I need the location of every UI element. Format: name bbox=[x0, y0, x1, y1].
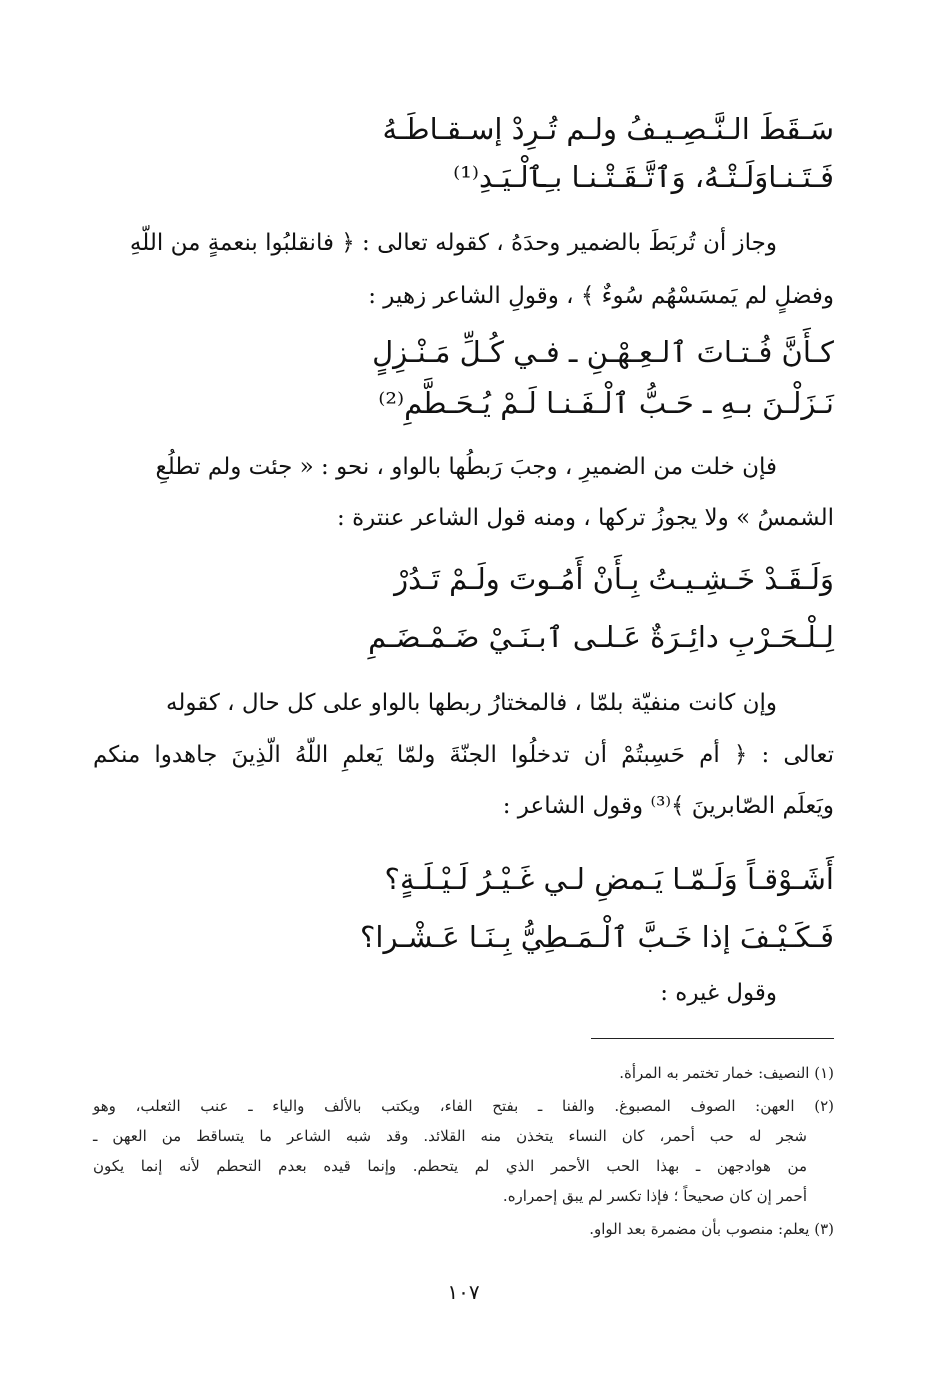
verse-line-4b: فَـكَـيْـفَ إذا خَـبَّ ٱلْـمَـطِيُّ بِـنَـا عَـشْـرا؟ bbox=[360, 920, 834, 954]
verse-line-4a: أَشَـوْقـاً وَلَـمّـا يَـمضِ لـي غَـيْـرُ لَـيْـلَـةٍ؟ bbox=[384, 862, 834, 896]
verse-line-2b: نَـزَلْـنَ بـهِ ـ حَـبُّ ٱلْـفَـنـا لَـمْ يُـحَـطَّمِ⁽²⁾ bbox=[378, 386, 834, 420]
footnote-3: (٣) يعلم: منصوب بأن مضمرة بعد الواو. bbox=[589, 1220, 834, 1238]
prose-line-4: الشمسُ » ولا يجوزُ تركها ، ومنه قول الشاعر عنترة : bbox=[337, 505, 834, 531]
prose-line-5: وإن كانت منفيّة بلمّا ، فالمختارُ ربطها بالواو على كل حال ، كقوله bbox=[165, 690, 777, 716]
prose-line-6: تعالى : ﴿ أم حَسِبتُمْ أن تدخلُوا الجنّةَ ولمّا يَعلمِ اللّهُ الّذِينَ جاهدوا منكم bbox=[93, 742, 834, 768]
page-number: ١٠٧ bbox=[447, 1280, 480, 1304]
footnote-2-line-1: (٢) العهن: الصوف المصبوغ. والفنا ـ بفتح الفاء، ويكتب بالألف والياء ـ عنب الثعلب، وهو bbox=[93, 1097, 834, 1115]
prose-line-2: وفضلٍ لم يَمسَسْهُم سُوءٌ ﴾ ، وقولِ الشاعر زهير : bbox=[368, 283, 834, 309]
verse-line-1b: فَـتَـنـاوَلَـتْـهُ، وَٱتَّـقَـتْـنـا بـِٱلْـيَـدِ⁽¹⁾ bbox=[453, 160, 834, 194]
verse-line-2a: كـأَنَّ فُـتـاتَ ٱلـعِـهْـنِ ـ فـي كُـلِّ مَـنْـزِلٍ bbox=[372, 335, 834, 369]
prose-line-7: ويَعلَم الصّابرينَ ﴾⁽³⁾ وقول الشاعر : bbox=[502, 793, 834, 819]
footnote-rule bbox=[591, 1038, 834, 1039]
footnote-1: (١) النصيف: خمار تختمر به المرأة. bbox=[619, 1064, 834, 1082]
verse-line-3a: وَلَـقَـدْ خَـشِـيـتُ بِـأَنْ أَمُـوتَ ولَـمْ تَـدُرْ bbox=[394, 562, 834, 596]
footnote-2-line-4: أحمر إن كان صحيحاً ؛ فإذا تكسر لم يبق إحمراره. bbox=[502, 1187, 807, 1205]
footnote-2-line-2: شجر له حب أحمر، كان النساء يتخذن منه القلائد. وقد شبه الشاعر ما يتساقط من العهن ـ bbox=[93, 1127, 807, 1145]
prose-line-3: فإن خلت من الضميرِ ، وجبَ رَبطُها بالواو ، نحو : « جئت ولم تطلُعِ bbox=[155, 454, 777, 480]
prose-line-8: وقول غيره : bbox=[660, 980, 777, 1006]
prose-line-1: وجاز أن تُربَطَ بالضمير وحدَهُ ، كقوله تعالى : ﴿ فانقلبُوا بنعمةٍ من اللّهِ bbox=[129, 230, 777, 256]
footnote-2-line-3: من هوادجهن ـ بهذا الحب الأحمر الذي لم يتحطم. وإنما قيده بعدم التحطم لأنه إنما يكون bbox=[93, 1157, 807, 1175]
verse-line-3b: لِـلْـحَـرْبِ دائِـرَةٌ عَـلـى ٱبـنَـيْ ضَـمْـضَـمِ bbox=[368, 620, 834, 654]
verse-line-1a: سَـقَطَ الـنَّـصِـيـفُ ولـم تُـرِدْ إسـقـاطَـهُ bbox=[382, 112, 834, 146]
